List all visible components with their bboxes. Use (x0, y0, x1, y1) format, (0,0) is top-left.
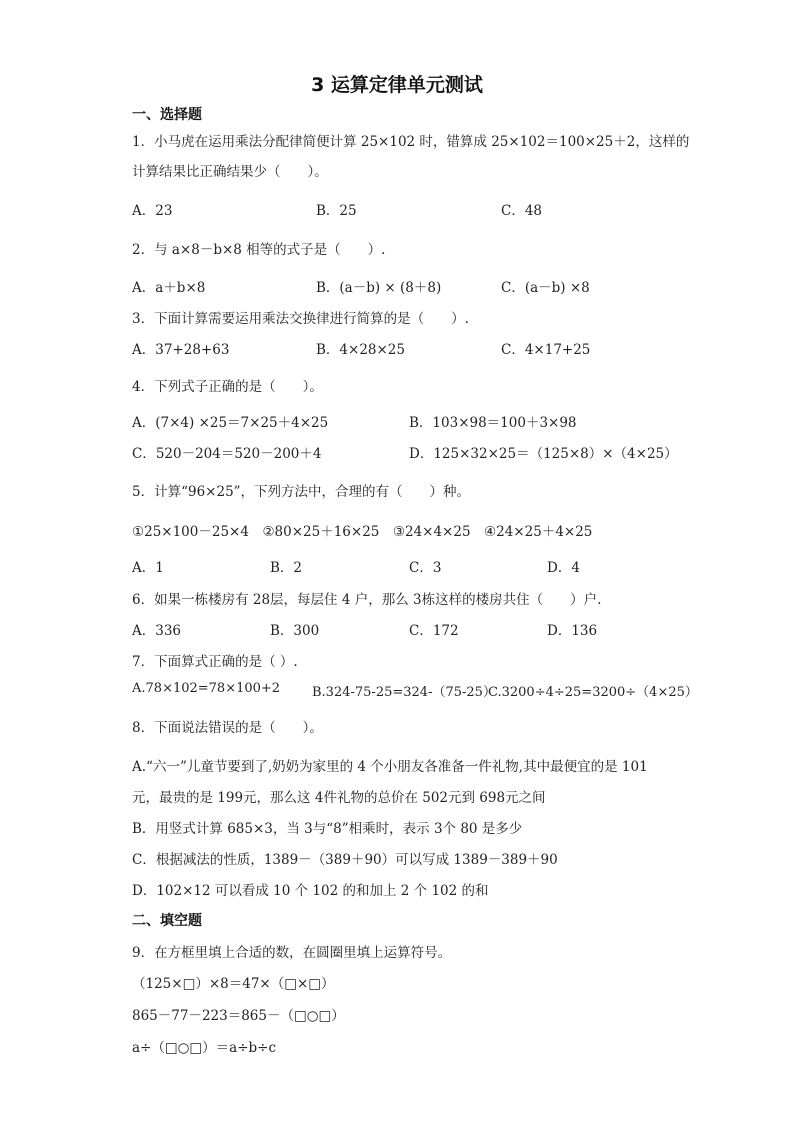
question-1-stem-line1: 1．小马虎在运用乘法分配律简便计算 25×102 时，错算成 25×102＝100×25＋2，这样的 (132, 134, 690, 150)
question-6-option-d: D．136 (547, 623, 598, 639)
section-heading-choice: 一、选择题 (132, 107, 202, 123)
question-8-option-a-line2: 元，最贵的是 199元，那么这 4件礼物的总价在 502元到 698元之间 (132, 790, 546, 806)
question-6-option-c: C．172 (409, 623, 459, 639)
page-title: 3 运算定律单元测试 (311, 74, 483, 96)
question-8-option-a-line1: A.“六一”儿童节要到了,奶奶为家里的 4 个小朋友各准备一件礼物,其中最便宜的是 101 (132, 759, 648, 775)
question-4-stem: 4．下列式子正确的是（ ）。 (132, 379, 323, 395)
question-3-stem: 3．下面计算需要运用乘法交换律进行简算的是（ ）. (132, 311, 469, 327)
question-7-option-c: C.3200÷4÷25=3200÷（4×25） (488, 685, 698, 700)
question-2-option-a: A．a＋b×8 (132, 280, 206, 296)
question-9-expression-3: a÷（□○□）＝a÷b÷c (132, 1040, 277, 1056)
question-3-option-b: B．4×28×25 (316, 342, 405, 358)
question-4-option-a: A．(7×4) ×25＝7×25＋4×25 (132, 415, 329, 431)
question-8-option-b: B．用竖式计算 685×3，当 3与“8”相乘时，表示 3个 80 是多少 (132, 821, 523, 837)
question-5-option-b: B．2 (270, 560, 303, 576)
question-2-option-b: B．(a－b) × (8＋8) (316, 280, 442, 296)
question-6-stem: 6．如果一栋楼房有 28层，每层住 4 户，那么 3栋这样的楼房共住（ ）户. (132, 592, 602, 608)
question-2-stem: 2．与 a×8－b×8 相等的式子是（ ）. (132, 242, 386, 258)
question-7-option-b: B.324-75-25=324-（75-25） (312, 685, 496, 700)
question-5-option-a: A．1 (132, 560, 164, 576)
question-8-option-d: D．102×12 可以看成 10 个 102 的和加上 2 个 102 的和 (132, 883, 489, 899)
question-9-expression-1: （125×□）×8＝47×（□×□） (132, 976, 335, 992)
question-5-methods: ①25×100－25×4 ②80×25＋16×25 ③24×4×25 ④24×25＋4×25 (132, 524, 593, 540)
section-heading-fill: 二、填空题 (132, 913, 202, 929)
question-5-option-c: C．3 (409, 560, 442, 576)
question-1-option-c: C．48 (501, 203, 543, 219)
question-5-option-d: D．4 (547, 560, 580, 576)
question-7-stem: 7．下面算式正确的是（ ）. (132, 654, 298, 670)
question-9-stem: 9．在方框里填上合适的数，在圆圈里填上运算符号。 (132, 945, 452, 961)
question-4-option-b: B．103×98＝100＋3×98 (409, 415, 577, 431)
question-3-option-c: C．4×17+25 (501, 342, 591, 358)
question-4-option-d: D．125×32×25＝（125×8）×（4×25） (409, 446, 678, 462)
question-6-option-b: B．300 (270, 623, 320, 639)
question-6-option-a: A．336 (132, 623, 182, 639)
question-2-option-c: C．(a－b) ×8 (501, 280, 590, 296)
question-3-option-a: A．37+28+63 (132, 342, 230, 358)
question-8-stem: 8．下面说法错误的是（ ）。 (132, 720, 323, 736)
question-1-option-b: B．25 (316, 203, 357, 219)
question-5-stem: 5．计算“96×25”，下列方法中，合理的有（ ）种。 (132, 484, 471, 500)
question-8-option-c: C．根据减法的性质，1389－（389＋90）可以写成 1389－389＋90 (132, 852, 558, 868)
question-4-option-c: C．520－204＝520－200＋4 (132, 446, 322, 462)
question-9-expression-2: 865－77－223＝865－（□○□） (132, 1008, 345, 1024)
question-1-stem-line2: 计算结果比正确结果少（ ）。 (132, 164, 328, 180)
question-1-option-a: A．23 (132, 203, 173, 219)
question-7-option-a: A.78×102=78×100+2 (132, 681, 281, 696)
